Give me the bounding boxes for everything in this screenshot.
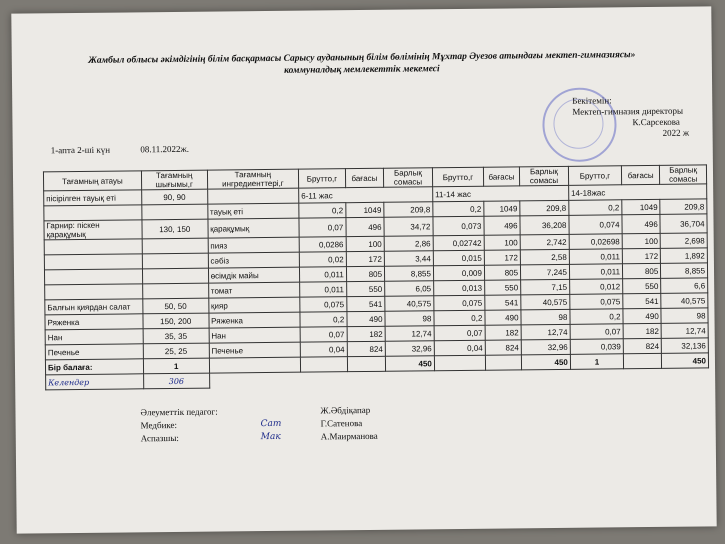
value-cell: 6,05	[385, 281, 434, 297]
approval-block	[572, 95, 689, 140]
value-cell: 32,96	[521, 339, 570, 355]
value-cell: 0,2	[570, 309, 623, 325]
menu-date: 08.11.2022ж.	[140, 143, 190, 155]
value-cell: 0,07	[299, 218, 346, 237]
yield-cell	[142, 283, 208, 299]
value-cell: 0,2	[434, 310, 485, 326]
value-cell: 12,74	[521, 324, 570, 340]
value-cell: 40,575	[385, 296, 434, 312]
value-cell: 34,72	[384, 217, 433, 237]
header-cell: Брутто,г	[568, 166, 621, 186]
approval-line-3: К.Сарсекова	[632, 116, 680, 128]
header-cell: Тағамның ингредиенттері,г	[207, 169, 299, 189]
value-cell: 0,04	[300, 342, 347, 357]
value-cell: 7,15	[521, 279, 570, 295]
signature-mark: Мак	[260, 431, 281, 443]
value-cell: 0,2	[299, 203, 346, 218]
value-cell: 0,075	[434, 295, 485, 311]
value-cell: 209,8	[384, 202, 433, 218]
value-cell: 0,013	[433, 280, 484, 296]
value-cell: 0,02742	[433, 235, 484, 251]
value-cell: 172	[622, 248, 660, 263]
value-cell: 805	[346, 266, 384, 281]
ingredient-cell: Нан	[209, 327, 301, 343]
value-cell: 824	[485, 340, 521, 355]
header-line-1: Жамбыл облысы әкімдігінің білім басқармасы Сарысу ауданының білім бөлімінің Мұхтар Әуезов атындағы мектеп-гимназиясы»	[88, 50, 636, 66]
signature-mark	[260, 405, 290, 418]
menu-date-line	[51, 144, 217, 156]
value-cell: 490	[485, 310, 521, 325]
value-cell: 172	[346, 251, 384, 266]
value-cell: 7,245	[520, 264, 569, 280]
signature-mark: Сат	[260, 418, 282, 430]
value-cell: 0,073	[433, 216, 484, 236]
ingredient-cell: Печенье	[209, 342, 301, 358]
dish-cell	[45, 284, 143, 300]
yield-cell	[142, 238, 208, 254]
value-cell: 496	[346, 217, 384, 236]
value-cell: 824	[623, 338, 661, 353]
signature-row	[141, 430, 378, 445]
value-cell: 490	[623, 308, 661, 323]
value-cell: 550	[623, 278, 661, 293]
signature-role: Әлеуметтік педагог:	[140, 406, 218, 418]
header-cell: бағасы	[621, 165, 659, 184]
total-label: Бір балаға:	[45, 359, 143, 375]
value-cell: 36,208	[520, 215, 569, 235]
value-cell: 12,74	[385, 326, 434, 342]
value-cell: 0,2	[569, 200, 622, 216]
yield-cell: 90, 90	[141, 189, 207, 205]
value-cell: 8,855	[384, 266, 433, 282]
value-cell: 36,704	[660, 214, 707, 233]
dish-cell: Гарнир: піскен қарақұмық	[44, 220, 142, 240]
value-cell: 172	[484, 250, 520, 265]
ingredient-cell: сәбіз	[208, 252, 300, 268]
ingredient-cell: пияз	[208, 237, 300, 253]
value-cell: 182	[623, 323, 661, 338]
ingredient-cell: томат	[208, 282, 300, 298]
header-cell: Барлық сомасы	[519, 166, 568, 186]
yield-cell	[142, 204, 208, 220]
value-cell: 182	[485, 325, 521, 340]
value-cell: 98	[661, 308, 708, 323]
value-cell: 0,011	[300, 282, 347, 297]
value-cell: 0,04	[434, 340, 485, 356]
value-cell: 6,6	[661, 278, 708, 293]
header-cell: бағасы	[483, 167, 519, 186]
signatures-block	[140, 404, 377, 445]
total-sum-3: 450	[662, 353, 709, 368]
value-cell: 100	[622, 233, 660, 248]
value-cell: 496	[622, 214, 660, 233]
document-header	[42, 49, 682, 80]
value-cell: 98	[385, 311, 434, 327]
yield-cell: 130, 150	[142, 219, 208, 239]
value-cell: 2,58	[520, 249, 569, 265]
yield-cell: 25, 25	[143, 343, 209, 359]
dish-cell: Нан	[45, 329, 143, 345]
value-cell: 1,892	[661, 248, 708, 263]
signature-role: Медбике:	[140, 419, 178, 431]
approval-line-2: Мектеп-гимназия директоры	[572, 105, 684, 117]
menu-table	[43, 164, 709, 390]
value-cell: 40,575	[661, 293, 708, 308]
value-cell: 550	[484, 280, 520, 295]
ingredient-cell: тауық еті	[207, 203, 299, 219]
total-sum-1: 450	[385, 356, 434, 372]
value-cell: 541	[485, 295, 521, 310]
value-cell: 0,07	[300, 327, 347, 342]
total-count: 1	[143, 358, 209, 374]
dish-cell: Печенье	[45, 344, 143, 360]
dish-cell: Ряженка	[45, 314, 143, 330]
dish-cell	[44, 205, 142, 221]
value-cell: 0,07	[570, 324, 623, 340]
value-cell: 496	[484, 216, 520, 235]
ingredient-cell: қарақұмық	[208, 218, 300, 238]
value-cell: 0,012	[569, 279, 622, 295]
ingredient-cell: Ряженка	[209, 312, 301, 328]
age-group-1: 6-11 жас	[299, 187, 433, 203]
value-cell: 0,07	[434, 325, 485, 341]
value-cell: 0,074	[569, 215, 622, 235]
value-cell: 182	[347, 326, 385, 341]
value-cell: 209,8	[660, 199, 707, 214]
header-cell: Тағамның шығымы,г	[141, 170, 207, 190]
value-cell: 0,075	[570, 294, 623, 310]
dish-cell: Балғын қиярдан салат	[45, 299, 143, 315]
document-sheet	[11, 6, 716, 533]
header-cell: Брутто,г	[432, 167, 483, 187]
yield-cell: 50, 50	[143, 298, 209, 314]
value-cell: 550	[346, 281, 384, 296]
header-line-2: коммуналдық мемлекеттік мекемесі	[284, 64, 440, 76]
value-cell: 0,011	[569, 249, 622, 265]
value-cell: 40,575	[521, 294, 570, 310]
signature-name: Ж.Әбдіқапар	[320, 404, 371, 416]
ingredient-cell: қияр	[208, 297, 300, 313]
yield-cell: 150, 200	[143, 313, 209, 329]
value-cell: 805	[622, 263, 660, 278]
handwritten-name: Келендер	[46, 374, 144, 390]
header-cell: Тағамның атауы	[43, 171, 141, 191]
value-cell: 0,009	[433, 265, 484, 281]
value-cell: 0,02698	[569, 234, 622, 250]
dish-cell	[44, 239, 142, 255]
yield-cell: 35, 35	[143, 328, 209, 344]
header-cell: Барлық сомасы	[660, 165, 707, 184]
total-count-3: 1	[570, 354, 623, 370]
value-cell: 541	[623, 293, 661, 308]
value-cell: 98	[521, 309, 570, 325]
value-cell: 0,2	[300, 312, 347, 327]
value-cell: 0,015	[433, 250, 484, 266]
value-cell: 0,0286	[299, 237, 346, 252]
yield-cell	[142, 253, 208, 269]
value-cell: 209,8	[520, 200, 569, 216]
ingredient-cell: өсімдік майы	[208, 267, 300, 283]
header-cell: Брутто,г	[298, 169, 345, 188]
value-cell: 2,698	[660, 233, 707, 248]
dish-cell	[44, 269, 142, 285]
signature-role: Аспазшы:	[140, 432, 179, 444]
value-cell: 2,86	[384, 236, 433, 252]
approval-line-1: Бекітемін:	[572, 95, 612, 106]
age-group-3: 14-18жас	[568, 184, 706, 200]
total-sum-2: 450	[521, 354, 570, 370]
yield-cell	[142, 268, 208, 284]
value-cell: 0,02	[299, 252, 346, 267]
value-cell: 1049	[346, 202, 384, 217]
value-cell: 0,039	[570, 339, 623, 355]
signature-name: А.Маирманова	[320, 430, 378, 442]
value-cell: 0,075	[300, 297, 347, 312]
value-cell: 1049	[622, 199, 660, 214]
dish-cell: пісірілген тауық еті	[44, 190, 142, 206]
value-cell: 100	[484, 235, 520, 250]
week-day: 1-апта 2-ші күн	[50, 144, 111, 156]
value-cell: 100	[346, 236, 384, 251]
value-cell: 32,136	[661, 338, 708, 353]
approval-line-4: 2022 ж	[662, 127, 690, 138]
value-cell: 0,011	[569, 264, 622, 280]
value-cell: 805	[484, 265, 520, 280]
value-cell: 824	[347, 341, 385, 356]
value-cell: 490	[347, 311, 385, 326]
dish-cell	[44, 254, 142, 270]
age-group-2: 11-14 жас	[433, 185, 569, 201]
header-cell: Барлық сомасы	[383, 168, 432, 188]
value-cell: 0,011	[299, 267, 346, 282]
value-cell: 0,2	[433, 201, 484, 217]
signature-name: Г.Сатенова	[320, 418, 363, 429]
header-cell: бағасы	[345, 168, 383, 187]
value-cell: 2,742	[520, 234, 569, 250]
handwritten-number: 306	[143, 373, 209, 389]
value-cell: 3,44	[384, 251, 433, 267]
value-cell: 1049	[484, 201, 520, 216]
value-cell: 541	[347, 296, 385, 311]
value-cell: 8,855	[661, 263, 708, 278]
value-cell: 12,74	[661, 323, 708, 338]
value-cell: 32,96	[385, 341, 434, 357]
